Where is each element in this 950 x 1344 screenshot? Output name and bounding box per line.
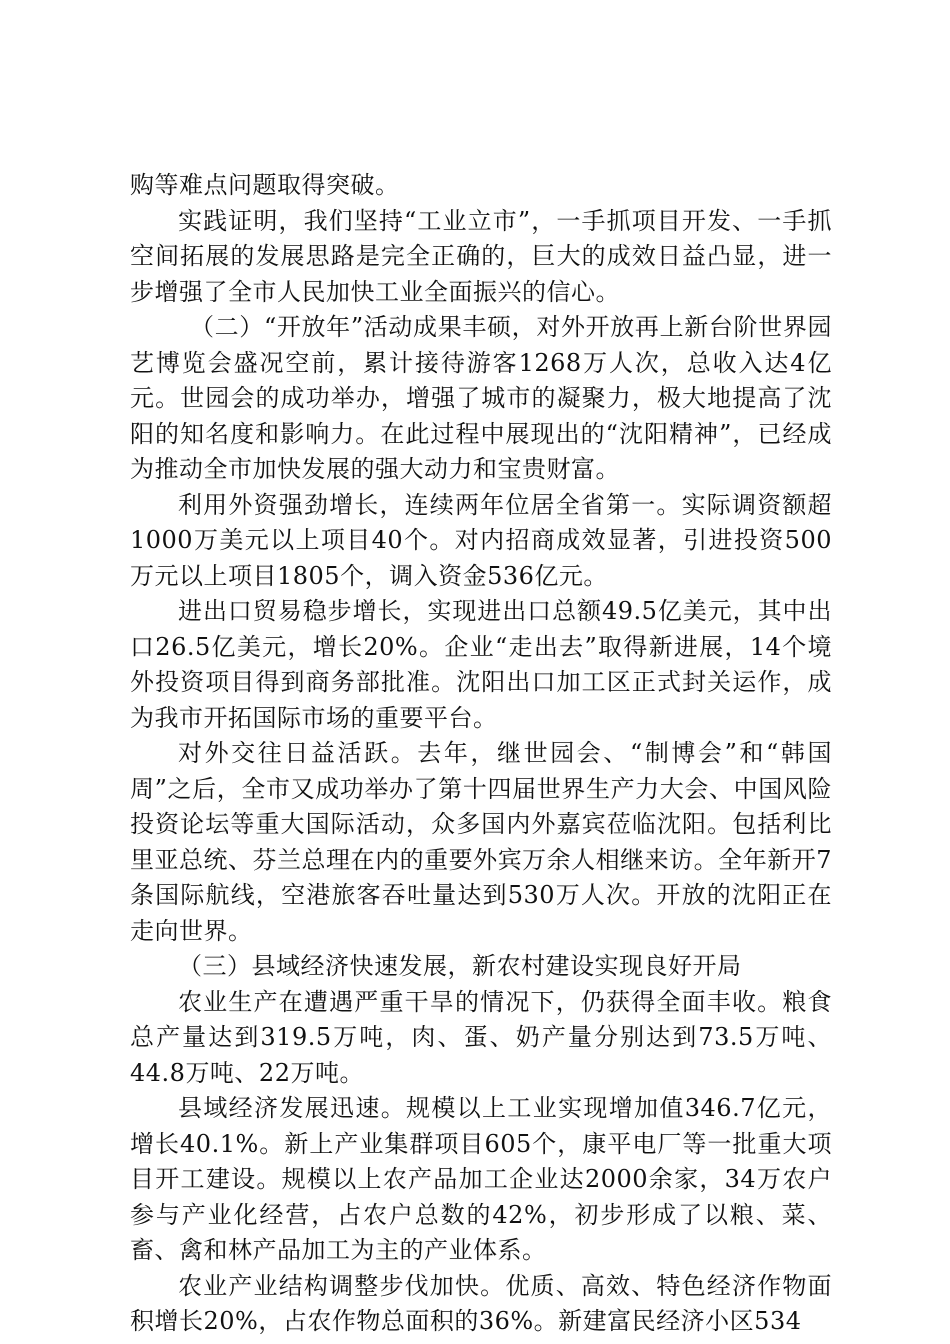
- paragraph-continuation: 购等难点问题取得突破。: [130, 171, 400, 199]
- paragraph-foreign-exchange: 对外交往日益活跃。去年，继世园会、“制博会”和“韩国周”之后，全市又成功举办了第十四届世界生产力大会、中国风险投资论坛等重大国际活动，众多国内外嘉宾莅临沈阳。包括利比里亚总统、芬兰总理在内的重要外宾万余人相继来访。全年新开7条国际航线，空港旅客吞吐量达到530万人次。开放的沈阳正在走向世界。: [130, 739, 832, 945]
- paragraph-agriculture-structure: 农业产业结构调整步伐加快。优质、高效、特色经济作物面积增长20%，占农作物总面积的36%。新建富民经济小区534: [130, 1271, 832, 1335]
- paragraph-import-export: 进出口贸易稳步增长，实现进出口总额49.5亿美元，其中出口26.5亿美元，增长20%。企业“走出去”取得新进展，14个境外投资项目得到商务部批准。沈阳出口加工区正式封关运作，成为我市开拓国际市场的重要平台。: [130, 597, 832, 732]
- paragraph-agriculture-production: 农业生产在遭遇严重干旱的情况下，仍获得全面丰收。粮食总产量达到319.5万吨，肉、蛋、奶产量分别达到73.5万吨、44.8万吨、22万吨。: [130, 987, 832, 1087]
- paragraph-foreign-investment: 利用外资强劲增长，连续两年位居全省第一。实际调资额超1000万美元以上项目40个。对内招商成效显著，引进投资500万元以上项目1805个，调入资金536亿元。: [130, 490, 832, 590]
- paragraph-practice-proof: 实践证明，我们坚持“工业立市”，一手抓项目开发、一手抓空间拓展的发展思路是完全正确的，巨大的成效日益凸显，进一步增强了全市人民加快工业全面振兴的信心。: [130, 206, 832, 306]
- paragraph-county-economy: 县域经济发展迅速。规模以上工业实现增加值346.7亿元，增长40.1%。新上产业集群项目605个，康平电厂等一批重大项目开工建设。规模以上农产品加工企业达2000余家，34万农户参与产业化经营，占农户总数的42%，初步形成了以粮、菜、畜、禽和林产品加工为主的产业体系。: [130, 1094, 832, 1264]
- section-heading-county-economy: （三）县域经济快速发展，新农村建设实现良好开局: [178, 952, 742, 980]
- document-body: [130, 168, 832, 1340]
- paragraph-opening-year: （二）“开放年”活动成果丰硕，对外开放再上新台阶世界园艺博览会盛况空前，累计接待游客1268万人次，总收入达4亿元。世园会的成功举办，增强了城市的凝聚力，极大地提高了沈阳的知名度和影响力。在此过程中展现出的“沈阳精神”，已经成为推动全市加快发展的强大动力和宝贵财富。: [130, 313, 832, 483]
